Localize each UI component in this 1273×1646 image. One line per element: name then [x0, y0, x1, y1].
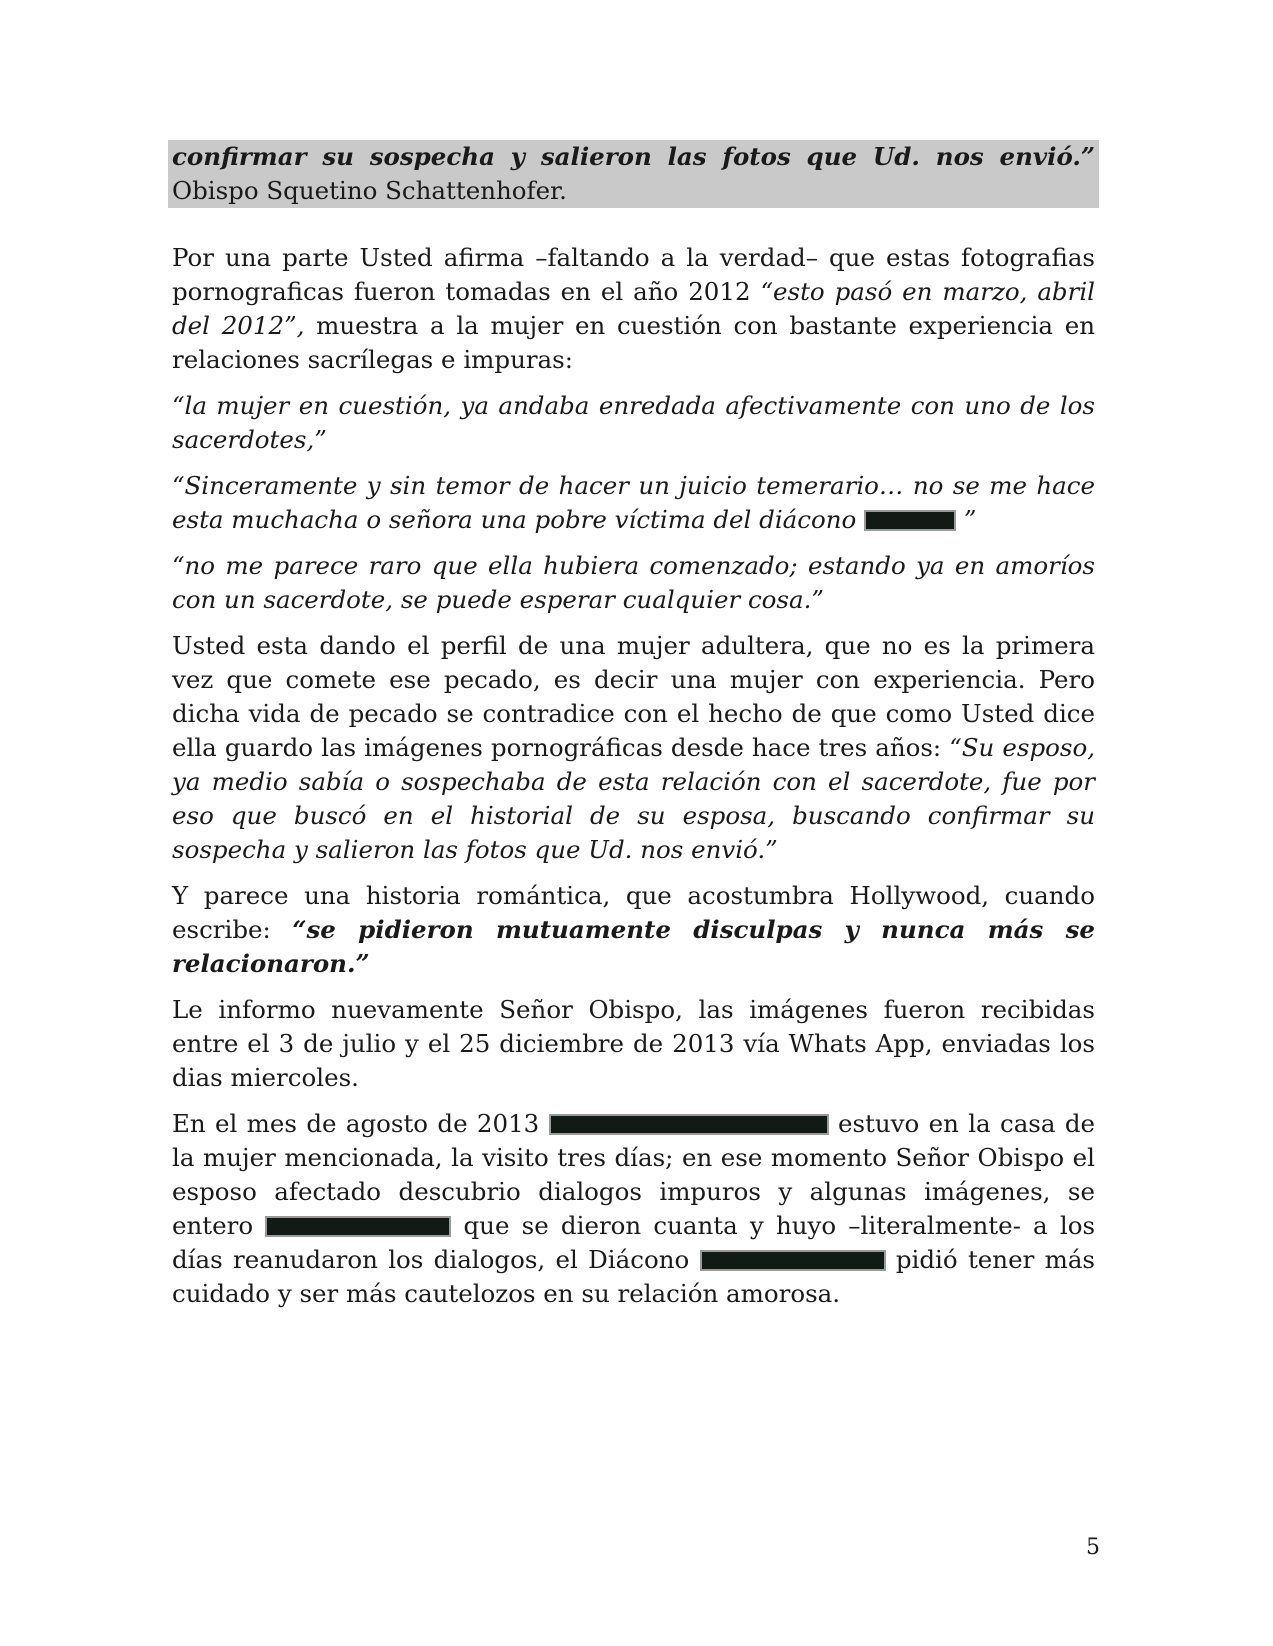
paragraph-5-text-c: que se dieron cuanta y huyo –literalmente- a los días reanudaron los dialogos, el Diácono	[172, 1211, 1096, 1274]
paragraph-2-quote: “Su esposo, ya medio sabía o sospechaba de esta relación con el sacerdote, fue por eso que buscó en el historial de su esposa, buscando confirmar su sospecha y salieron las fotos que Ud. nos envió.”	[172, 733, 1095, 864]
paragraph-4: Le informo nuevamente Señor Obispo, las imágenes fueron recibidas entre el 3 de julio y el 25 diciembre de 2013 vía Whats App, enviadas los dias miercoles.	[172, 995, 1095, 1092]
paragraph-1	[172, 241, 1095, 377]
quote-2-close: ”	[956, 505, 977, 534]
paragraph-5-text-d: pidió tener más cuidado y ser más cautelozos en su relación amorosa.	[172, 1245, 1096, 1308]
paragraph-1-quote: “esto pasó en marzo, abril del 2012”,	[172, 277, 1095, 340]
quote-1: “la mujer en cuestión, ya andaba enredada afectivamente con uno de los sacerdotes,”	[172, 391, 1095, 454]
paragraph-2	[172, 629, 1095, 867]
highlighted-quote-block	[168, 140, 1099, 208]
document-body	[172, 140, 1095, 1323]
paragraph-1-text-a: Por una parte Usted afirma –faltando a la verdad– que estas fotografias pornograficas fueron tomadas en el año 2012	[172, 243, 1095, 306]
redaction-box	[864, 510, 956, 531]
paragraph-5-text-a: En el mes de agosto de 2013	[172, 1109, 549, 1138]
paragraph-5	[172, 1107, 1095, 1311]
redaction-box	[549, 1114, 829, 1135]
paragraph-2-text: Usted esta dando el perfil de una mujer adultera, que no es la primera vez que comete ese pecado, es decir una mujer con experiencia. Pero dicha vida de pecado se contradice con el hecho de que como Usted dice ella guardo las imágenes pornográficas desde hace tres años:	[172, 631, 1095, 762]
paragraph-3-text: Y parece una historia romántica, que acostumbra Hollywood, cuando escribe:	[172, 881, 1095, 944]
quote-attribution: Obispo Squetino Schattenhofer.	[172, 176, 567, 205]
paragraph-3	[172, 879, 1095, 981]
quote-2	[172, 469, 1095, 537]
highlighted-quote: confirmar su sospecha y salieron las fotos que Ud. nos envió.”	[172, 142, 1095, 171]
paragraph-5-text-b: estuvo en la casa de la mujer mencionada, la visito tres días; en ese momento Señor Obispo el esposo afectado descubrio dialogos impuros y algunas imágenes, se entero	[172, 1109, 1096, 1240]
paragraph-1-text-c: muestra a la mujer en cuestión con bastante experiencia en relaciones sacrílegas e impuras:	[172, 311, 1095, 374]
page-number: 5	[1086, 1535, 1100, 1560]
redaction-box	[700, 1250, 886, 1271]
quote-3: “no me parece raro que ella hubiera comenzado; estando ya en amoríos con un sacerdote, se puede esperar cualquier cosa.”	[172, 551, 1095, 614]
quote-2-text: “Sinceramente y sin temor de hacer un juicio temerario… no se me hace esta muchacha o señora una pobre víctima del diácono	[172, 471, 1095, 534]
paragraph-3-quote: “se pidieron mutuamente disculpas y nunca más se relacionaron.”	[172, 915, 1095, 978]
redaction-box	[265, 1216, 451, 1237]
